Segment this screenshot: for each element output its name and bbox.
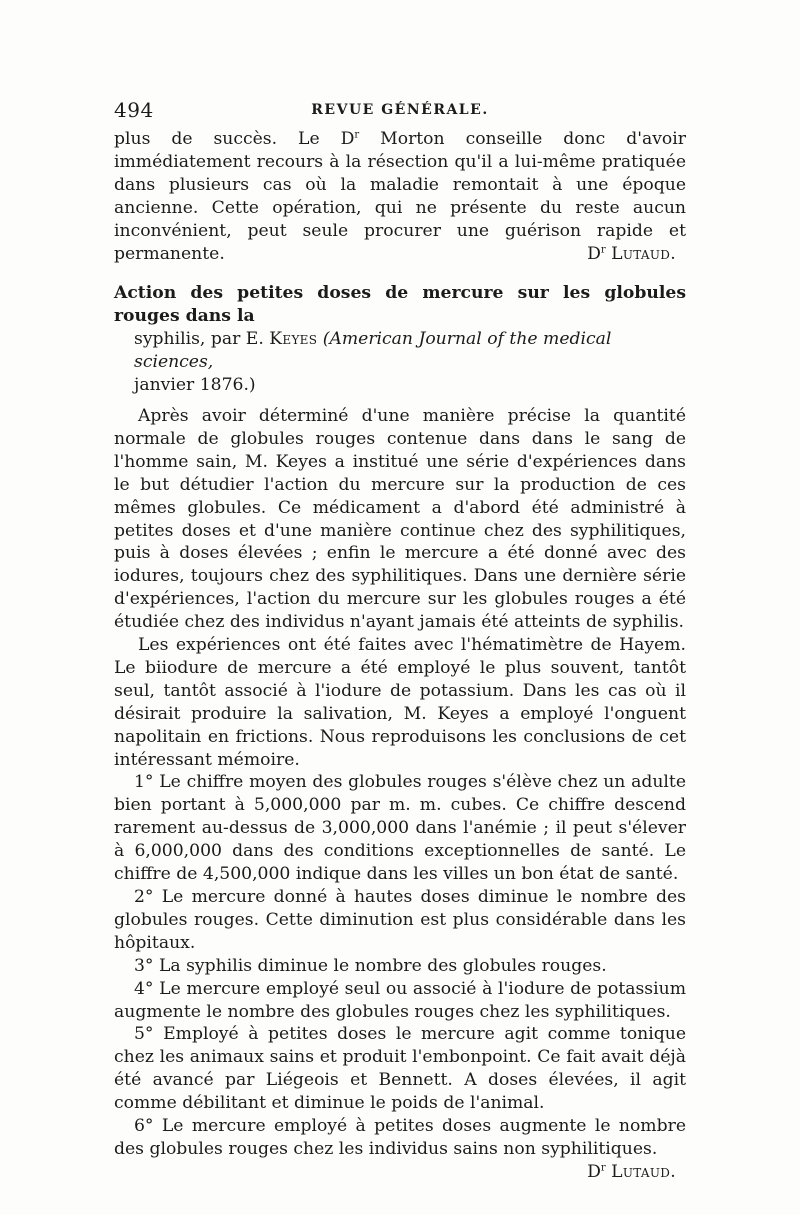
citation-author: Keyes: [269, 329, 318, 350]
article-title: Action des petites doses de mercure sur les globules rouges dans la: [114, 283, 686, 327]
prev-article-signature: $D^r$ Lutaud.: [587, 243, 676, 264]
conclusion-item: 2° Le mercure donné à hautes doses diminue le nombre des globules rouges. Cette diminution est plus considérable dans les hôpitaux.: [114, 887, 686, 953]
page-number: 494: [114, 98, 154, 122]
citation-date: janvier 1876.): [134, 375, 256, 396]
conclusion-item: 3° La syphilis diminue le nombre des globules rouges.: [134, 955, 607, 976]
prev-article-paragraph: plus de succès. Le $D^r$ Morton conseille donc d'avoir immédiatement recours à la résection qu'il a lui-même pratiquée dans plusieurs cas où la maladie remontait à une époque ancienne. Cette opération, qui ne présente du reste aucun inconvénient, peut seule procurer une guérison rapide et permanente.: [114, 129, 686, 264]
article-paragraph: Après avoir déterminé d'une manière précise la quantité normale de globules rouges contenue dans dans le sang de l'homme sain, M. Keyes a institué une série d'expériences dans le but détudier l'action du mercure sur la production de ces mêmes globules. Ce médicament a d'abord été administré à petites doses et d'une manière continue chez des syphilitiques, puis à doses élevées ; enfin le mercure a été donné avec des iodures, toujours chez des syphilitiques. Dans une dernière série d'expériences, l'action du mercure sur les globules rouges a été étudiée chez des individus n'ayant jamais été atteints de syphilis.: [114, 405, 686, 633]
conclusion-item: 6° Le mercure employé à petites doses augmente le nombre des globules rouges chez les individus sains non syphilitiques.: [114, 1116, 686, 1159]
conclusion-item: 1° Le chiffre moyen des globules rouges s'élève chez un adulte bien portant à 5,000,000 par m. m. cubes. Ce chiffre descend rarement au-dessus de 3,000,000 dans l'anémie ; il peut s'élever à 6,000,000 dans des conditions exceptionnelles de santé. Le chiffre de 4,500,000 indique dans les villes un bon état de santé.: [114, 772, 686, 885]
article-citation: syphilis, par E. Keyes (American Journal of the medical sciences, janvier 1876.): [134, 329, 612, 396]
running-head: REVUE GÉNÉRALE.: [311, 102, 489, 118]
article-signature: $D^r$ Lutaud.: [587, 1161, 676, 1182]
conclusion-item: 4° Le mercure employé seul ou associé à l'iodure de potassium augmente le nombre des globules rouges chez les syphilitiques.: [114, 978, 686, 1022]
citation-source: (American Journal of the medical sciences,: [134, 329, 612, 373]
article-paragraph: Les expériences ont été faites avec l'hématimètre de Hayem. Le biiodure de mercure a été employé le plus souvent, tantôt seul, tantôt associé à l'iodure de potassium. Dans les cas où il désirait produire la salivation, M. Keyes a employé l'onguent napolitain en frictions. Nous reproduisons les conclusions de cet intéressant mémoire.: [114, 635, 686, 770]
page-header: [114, 98, 686, 122]
document-page: [114, 98, 686, 1184]
conclusion-item: 5° Employé à petites doses le mercure agit comme tonique chez les animaux sains et produit l'embonpoint. Ce fait avait déjà été avancé par Liégeois et Bennett. A doses élevées, il agit comme débilitant et diminue le poids de l'animal.: [114, 1024, 686, 1114]
